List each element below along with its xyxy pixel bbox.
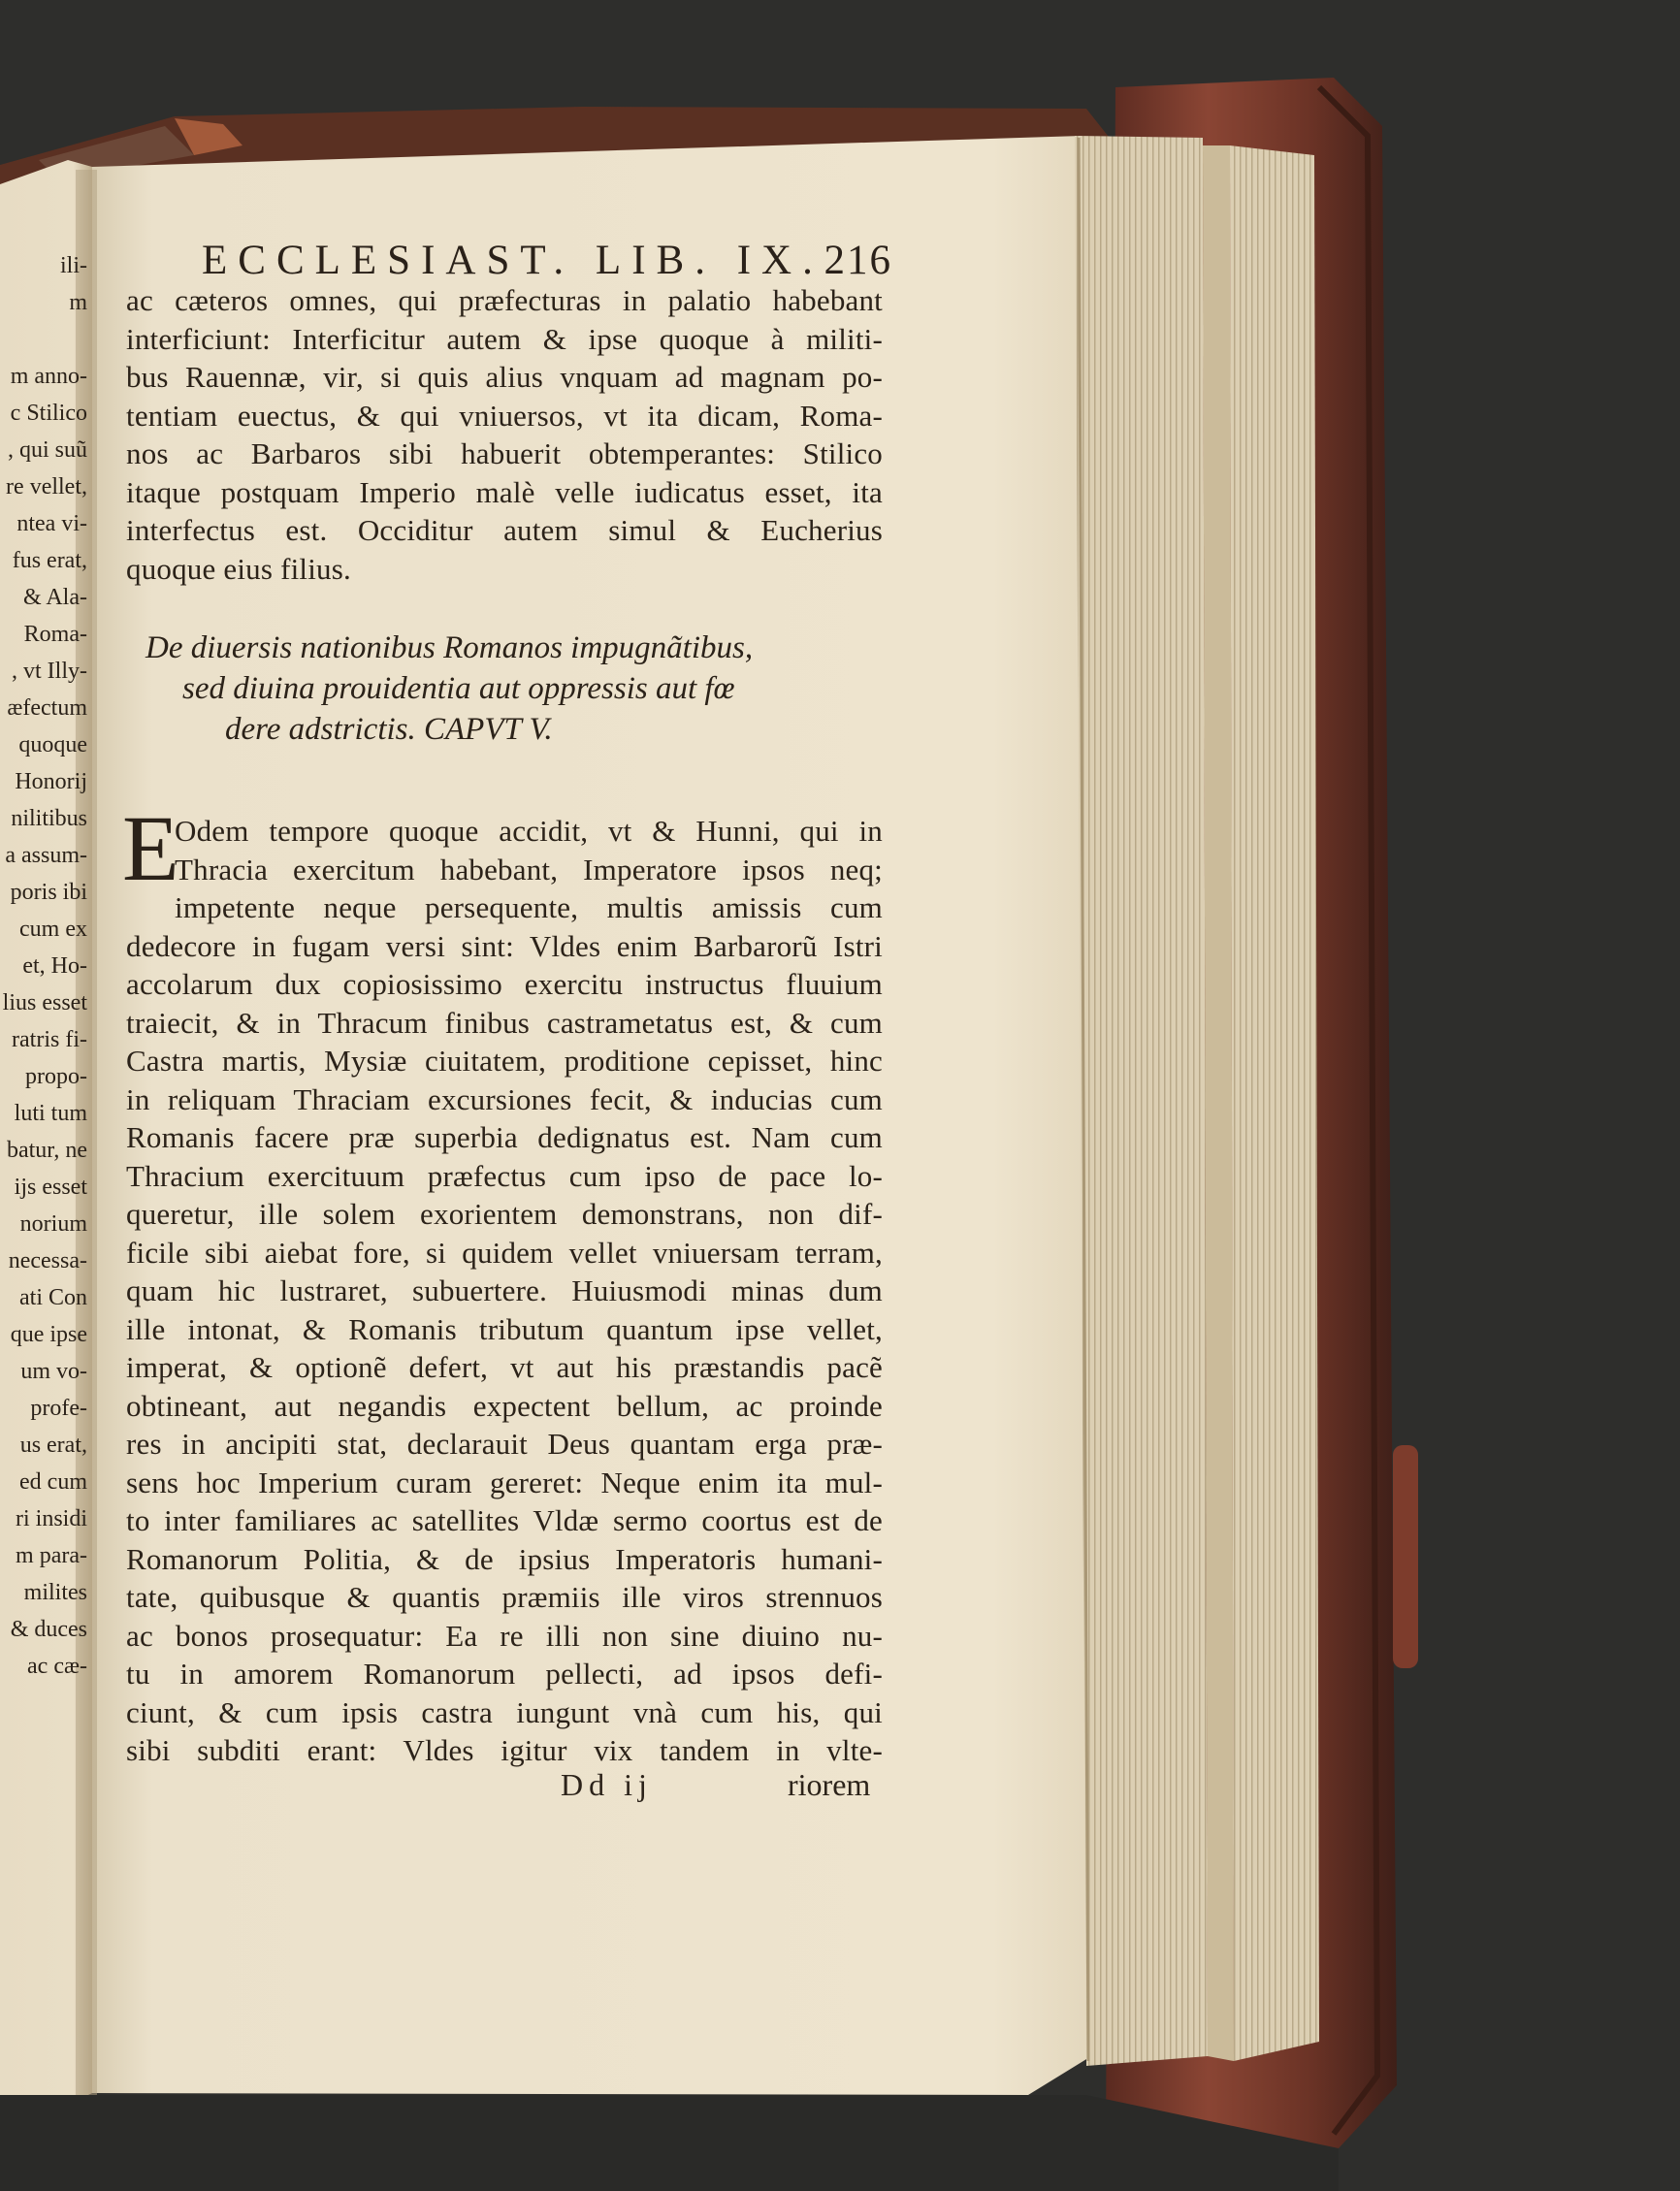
left-page-line: Honorij: [15, 769, 87, 794]
left-page-line: & Ala-: [23, 585, 87, 610]
chapter-paragraph: [126, 812, 883, 1770]
chapter-heading: [145, 628, 844, 750]
left-page-line: m anno-: [10, 364, 87, 389]
left-page-line: profe-: [30, 1396, 87, 1421]
text-line: quam hic lustraret, subuertere. Huiusmodi minas dum: [126, 1273, 883, 1307]
heading-line: De diuersis nationibus Romanos impugnãtibus,: [145, 630, 754, 665]
left-page-line: m para-: [16, 1543, 87, 1568]
text-line: sens hoc Imperium curam gereret: Neque enim ita mul-: [126, 1465, 883, 1499]
left-page-line: ijs esset: [14, 1175, 87, 1200]
heading-line: dere adstrictis. CAPVT V.: [225, 712, 553, 747]
left-page-line: ili-: [60, 253, 87, 278]
left-page-line: batur, ne: [6, 1138, 87, 1163]
left-page-line: nilitibus: [11, 806, 87, 831]
folio-number: 216: [824, 238, 892, 283]
text-line: res in ancipiti stat, declarauit Deus quantam erga præ-: [126, 1427, 883, 1461]
text-line: Romanis facere præ superbia dedignatus est. Nam cum: [126, 1120, 883, 1154]
left-page-line: lius esset: [2, 990, 87, 1015]
left-page-line: cum ex: [19, 917, 87, 942]
left-page-line: quoque: [18, 732, 87, 757]
catchword: riorem: [788, 1767, 871, 1802]
text-line: accolarum dux copiosissimo exercitu instructus fluuium: [126, 967, 883, 1001]
text-line: traiecit, & in Thracum finibus castrametatus est, & cum: [126, 1005, 883, 1040]
text-line: sibi subditi erant: Vldes igitur vix tandem in vlte-: [126, 1733, 883, 1767]
text-line: Romanorum Politia, & de ipsius Imperatoris humani-: [126, 1541, 883, 1576]
text-line: nos ac Barbaros sibi habuerit obtemperantes: Stilico: [126, 436, 883, 470]
left-page-line: re vellet,: [6, 474, 87, 499]
text-line: ille intonat, & Romanis tributum quantum ipse vellet,: [126, 1311, 883, 1346]
text-line: quoque eius filius.: [126, 551, 351, 586]
left-page-line: us erat,: [19, 1433, 87, 1458]
left-page-line: propo-: [25, 1064, 87, 1089]
left-page-line: ac cæ-: [27, 1654, 87, 1679]
left-page-line: , qui suũ: [7, 437, 87, 463]
left-page-line: æfectum: [7, 695, 87, 721]
text-line: tentiam euectus, & qui vniuersos, vt ita dicam, Roma-: [126, 398, 883, 433]
left-page-line: ati Con: [19, 1285, 87, 1310]
text-line: dedecore in fugam versi sint: Vldes enim Barbarorũ Istri: [126, 928, 883, 963]
left-page-line: et, Ho-: [22, 953, 87, 979]
left-page-line: poris ibi: [10, 880, 87, 905]
running-head: [202, 237, 892, 284]
text-line: interfectus est. Occiditur autem simul & Eucherius: [126, 513, 883, 547]
text-line: bus Rauennæ, vir, si quis alius vnquam ad magnam po-: [126, 360, 883, 394]
left-page-line: ntea vi-: [16, 511, 87, 536]
signature-mark: Dd ij: [561, 1767, 653, 1802]
left-page-line: , vt Illy-: [12, 659, 87, 684]
text-line: to inter familiares ac satellites Vldæ sermo coortus est de: [126, 1503, 883, 1537]
text-line: imperat, & optionẽ defert, vt aut his præstandis pacẽ: [126, 1350, 883, 1384]
left-page-line: m: [69, 290, 87, 315]
text-line: impetente neque persequente, multis amissis cum: [175, 890, 883, 924]
left-page-line: ed cum: [19, 1469, 87, 1495]
left-page-line: & duces: [10, 1617, 87, 1642]
text-line: ac cæteros omnes, qui præfecturas in palatio habebant: [126, 283, 883, 317]
text-line: ac bonos prosequatur: Ea re illi non sine diuino nu-: [126, 1618, 883, 1653]
text-line: obtineant, aut negandis expectent bellum, ac proinde: [126, 1388, 883, 1423]
text-line: in reliquam Thraciam excursiones fecit, & inducias cum: [126, 1081, 883, 1116]
text-line: Thracium exercituum præfectus cum ipso de pace lo-: [126, 1158, 883, 1193]
left-page-line: a assum-: [5, 843, 87, 868]
text-line: Odem tempore quoque accidit, vt & Hunni, qui in: [175, 814, 883, 848]
continuation-paragraph: [126, 281, 883, 588]
text-line: tu in amorem Romanorum pellecti, ad ipsos defi-: [126, 1657, 883, 1691]
running-head-title: ECCLESIAST. LIB. IX.: [202, 238, 824, 283]
text-line: itaque postquam Imperio malè velle iudicatus esset, ita: [126, 474, 883, 509]
left-page-line: necessa-: [8, 1248, 87, 1273]
text-line: Thracia exercitum habebant, Imperatore ipsos neq;: [175, 852, 883, 886]
text-line: ficile sibi aiebat fore, si quidem vellet vniuersam terram,: [126, 1235, 883, 1270]
left-page-line: ratris fi-: [12, 1027, 87, 1052]
left-page-line: que ipse: [10, 1322, 87, 1347]
left-page-line: c Stilico: [10, 401, 87, 426]
left-page-line: um vo-: [20, 1359, 87, 1384]
text-line: ciunt, & cum ipsis castra iungunt vnà cum his, qui: [126, 1694, 883, 1729]
drop-cap: E: [122, 796, 179, 900]
left-page-line: fus erat,: [12, 548, 87, 573]
left-page-line: ri insidi: [15, 1506, 87, 1531]
text-line: interficiunt: Interficitur autem & ipse quoque à militi-: [126, 321, 883, 356]
text-line: Castra martis, Mysiæ ciuitatem, proditione cepisset, hinc: [126, 1044, 883, 1078]
text-line: queretur, ille solem exorientem demonstrans, non dif-: [126, 1197, 883, 1231]
left-page-line: norium: [19, 1211, 87, 1237]
left-page-line: milites: [23, 1580, 87, 1605]
left-page-line: luti tum: [14, 1101, 87, 1126]
heading-line: sed diuina prouidentia aut oppressis aut fœ: [182, 671, 735, 706]
left-page-line: Roma-: [23, 622, 87, 647]
text-line: tate, quibusque & quantis præmiis ille viros strennuos: [126, 1580, 883, 1614]
